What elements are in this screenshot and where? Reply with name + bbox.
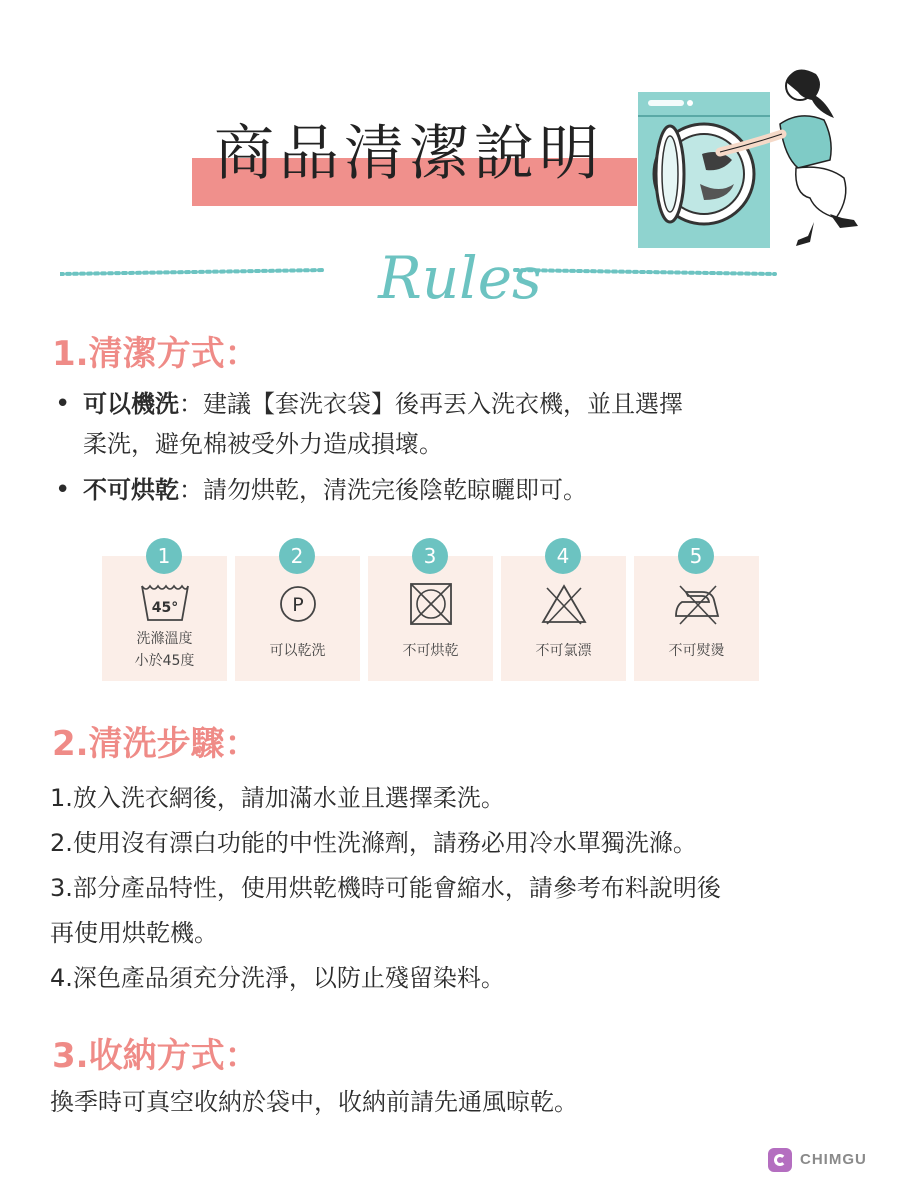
dry-clean-p-icon: [273, 582, 323, 626]
card-number-badge: 3: [412, 538, 448, 574]
wash-temp-label: 45°: [151, 600, 179, 616]
no-iron-icon: [672, 582, 722, 626]
list-item: [55, 384, 845, 464]
care-card-no-iron: [634, 544, 759, 681]
bullet-dot: •: [55, 389, 71, 419]
care-card-no-tumble-dry: [368, 544, 493, 681]
card-number-badge: 2: [279, 538, 315, 574]
step-line: 2.使用沒有漂白功能的中性洗滌劑，請務必用冷水單獨洗滌。: [50, 829, 697, 857]
care-label: 不可熨燙: [668, 643, 725, 659]
page-title: 商品清潔說明: [214, 119, 604, 189]
section-heading-wash-steps: 2.清洗步驟：: [52, 724, 259, 764]
bullet-text-continued: 柔洗，避免棉被受外力造成損壞。: [83, 430, 443, 458]
step-line: 1.放入洗衣網後，請加滿水並且選擇柔洗。: [50, 784, 505, 812]
bullet-bold-label: 可以機洗: [83, 390, 179, 418]
section-heading-storage: 3.收納方式：: [52, 1036, 259, 1076]
wash-steps-list: [50, 776, 850, 1001]
bullet-text: ：請勿烘乾，清洗完後陰乾晾曬即可。: [179, 476, 587, 504]
bullet-dot: •: [55, 475, 71, 505]
care-card-no-bleach: [501, 544, 626, 681]
storage-text: 換季時可真空收納於袋中，收納前請先通風晾乾。: [50, 1088, 578, 1116]
rules-divider: [60, 238, 780, 318]
card-number-badge: 1: [146, 538, 182, 574]
no-bleach-icon: [539, 582, 589, 626]
step-line: 再使用烘乾機。: [50, 919, 218, 947]
bullet-bold-label: 不可烘乾: [83, 476, 179, 504]
brand-name: CHIMGU: [800, 1151, 867, 1168]
step-line: 3.部分產品特性，使用烘乾機時可能會縮水，請參考布料說明後: [50, 874, 721, 902]
care-label: 可以乾洗: [269, 643, 326, 659]
care-label: 洗滌溫度: [136, 631, 193, 647]
care-label-line2: 小於45度: [134, 653, 195, 669]
care-label: 不可氯漂: [535, 643, 592, 659]
card-number-badge: 4: [545, 538, 581, 574]
bullet-text: ：建議【套洗衣袋】後再丟入洗衣機，並且選擇: [179, 390, 683, 418]
brand-logo-icon: [768, 1148, 792, 1172]
card-number-badge: 5: [678, 538, 714, 574]
rules-script-title: Rules: [378, 244, 542, 312]
washing-machine-illustration: [630, 64, 880, 254]
dry-clean-letter: P: [292, 594, 304, 616]
care-card-wash-temp: [102, 544, 227, 681]
cleaning-bullets: [55, 384, 845, 516]
step-line: 4.深色產品須充分洗淨，以防止殘留染料。: [50, 964, 505, 992]
no-tumble-dry-icon: [406, 582, 456, 626]
care-label: 不可烘乾: [402, 643, 459, 659]
list-item: [55, 470, 845, 510]
care-symbol-cards: [102, 538, 762, 683]
wash-45-icon: [140, 582, 190, 626]
care-card-dry-clean: [235, 544, 360, 681]
section-heading-cleaning-method: 1.清潔方式：: [52, 334, 259, 374]
